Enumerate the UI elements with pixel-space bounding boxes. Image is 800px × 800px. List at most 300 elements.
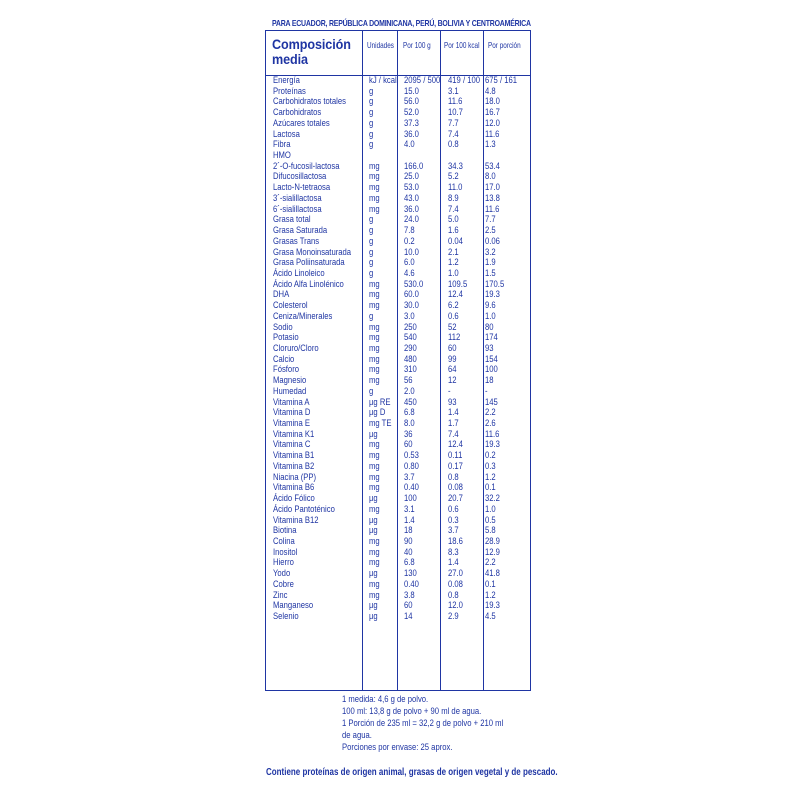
nutrient-unit: g	[369, 225, 374, 237]
nutrient-unit: mg	[369, 289, 380, 301]
value-per-portion: 11.6	[485, 428, 500, 440]
table-row	[0, 237, 800, 248]
nutrient-name: Ácido Alfa Linolénico	[273, 278, 344, 290]
value-per-100g: 166.0	[404, 160, 424, 172]
nutrient-unit: mg	[369, 192, 380, 204]
table-row	[0, 119, 800, 130]
nutrient-name: Vitamina B12	[273, 514, 319, 526]
value-per-portion: 3.2	[485, 246, 496, 258]
nutrient-name: Fibra	[273, 139, 291, 151]
value-per-100g: 36.0	[404, 203, 419, 215]
value-per-100kcal: 1.7	[448, 418, 459, 430]
value-per-100kcal: 5.2	[448, 171, 459, 183]
nutrient-unit: g	[369, 117, 374, 129]
nutrient-unit: mg	[369, 535, 380, 547]
nutrient-unit: mg	[369, 439, 380, 451]
value-per-100g: 4.6	[404, 267, 415, 279]
nutrient-unit: µg	[369, 568, 378, 580]
nutrient-name: Cloruro/Cloro	[273, 343, 319, 354]
nutrient-name: Magnesio	[273, 375, 307, 387]
table-row	[0, 344, 800, 355]
value-per-portion: 170.5	[485, 278, 505, 290]
nutrient-name: Carbohidratos totales	[273, 96, 346, 108]
nutrient-name: Vitamina B1	[273, 450, 315, 462]
value-per-100g: 60.0	[404, 289, 419, 301]
nutrient-name: 3´-sialillactosa	[273, 192, 322, 204]
nutrient-unit: mg	[369, 460, 380, 472]
nutrient-name: Hierro	[273, 557, 294, 569]
value-per-portion: 0.2	[485, 450, 496, 462]
table-row	[0, 376, 800, 387]
table-row	[0, 258, 800, 269]
value-per-100g: 2.0	[404, 385, 415, 397]
value-per-100kcal: 1.0	[448, 267, 459, 279]
nutrient-unit: mg	[369, 471, 380, 483]
value-per-100kcal: 11.0	[448, 182, 463, 194]
value-per-100kcal: 112	[448, 332, 461, 344]
table-row	[0, 323, 800, 334]
value-per-100g: 4.0	[404, 139, 415, 151]
value-per-100kcal: 12	[448, 375, 457, 387]
label-heading: PARA ECUADOR, REPÚBLICA DOMINICANA, PERÚ, BOLIVIA Y CENTROAMÉRICA	[272, 18, 531, 28]
nutrient-name: Lactosa	[273, 128, 300, 140]
table-row	[0, 558, 800, 569]
table-row	[0, 516, 800, 527]
nutrient-unit: g	[369, 96, 374, 108]
table-row	[0, 76, 800, 87]
value-per-100kcal: 0.17	[448, 460, 463, 472]
nutrient-unit: mg	[369, 203, 380, 215]
nutrient-unit: mg	[369, 546, 380, 558]
nutrient-name: 2´-O-fucosil-lactosa	[273, 160, 340, 172]
table-row	[0, 526, 800, 537]
value-per-portion: -	[485, 385, 488, 397]
value-per-portion: 80	[485, 321, 494, 333]
footnote-line: Porciones por envase: 25 aprox.	[342, 742, 453, 753]
nutrient-unit: µg	[369, 525, 378, 537]
nutrient-name: Niacina (PP)	[273, 471, 317, 483]
value-per-100g: 15.0	[404, 85, 419, 97]
value-per-100kcal: 0.04	[448, 235, 463, 247]
value-per-portion: 2.6	[485, 418, 496, 430]
value-per-100kcal: 12.4	[448, 289, 463, 301]
value-per-portion: 53.4	[485, 160, 500, 172]
value-per-portion: 4.5	[485, 611, 496, 622]
table-row	[0, 333, 800, 344]
value-per-portion: 2.5	[485, 225, 496, 237]
value-per-100g: 530.0	[404, 278, 424, 290]
value-per-100kcal: 20.7	[448, 493, 463, 505]
value-per-100g: 8.0	[404, 418, 415, 430]
value-per-100g: 90	[404, 535, 413, 547]
value-per-100kcal: 0.3	[448, 514, 459, 526]
nutrient-name: Ácido Pantoténico	[273, 503, 335, 515]
value-per-100g: 540	[404, 332, 417, 344]
nutrient-name: Ácido Linoleico	[273, 267, 325, 279]
value-per-100kcal: 52	[448, 321, 457, 333]
value-per-100g: 2095 / 500	[404, 75, 441, 86]
nutrient-unit: mg	[369, 160, 380, 172]
value-per-100g: 40	[404, 546, 413, 558]
value-per-portion: 675 / 161	[485, 75, 518, 86]
value-per-100g: 56	[404, 375, 413, 387]
nutrient-unit: g	[369, 257, 374, 269]
nutrient-name: Carbohidratos	[273, 107, 322, 119]
value-per-100kcal: 1.6	[448, 225, 459, 237]
value-per-100kcal: 18.6	[448, 535, 463, 547]
value-per-100kcal: 8.3	[448, 546, 459, 558]
nutrient-name: Cobre	[273, 578, 294, 590]
nutrient-unit: µg	[369, 611, 378, 622]
nutrient-unit: g	[369, 107, 374, 119]
nutrient-name: Grasa Monoinsaturada	[273, 246, 352, 258]
value-per-100kcal: 3.7	[448, 525, 459, 537]
nutrient-unit: g	[369, 385, 374, 397]
table-row	[0, 97, 800, 108]
value-per-100kcal: 8.9	[448, 192, 459, 204]
value-per-portion: 1.3	[485, 139, 496, 151]
nutrient-name: Grasas Trans	[273, 235, 320, 247]
value-per-portion: 174	[485, 332, 498, 344]
column-header-units: Unidades	[367, 41, 394, 50]
nutrient-name: Vitamina A	[273, 396, 310, 408]
nutrient-unit: g	[369, 267, 374, 279]
table-title-line1: Composición	[272, 36, 351, 52]
table-row	[0, 505, 800, 516]
value-per-100kcal: 10.7	[448, 107, 463, 119]
value-per-100g: 3.1	[404, 503, 415, 515]
nutrient-name: Energía	[273, 75, 300, 86]
nutrient-name: Inositol	[273, 546, 298, 558]
table-row	[0, 601, 800, 612]
value-per-100kcal: 12.4	[448, 439, 463, 451]
nutrient-name: Grasa Poliinsaturada	[273, 257, 345, 269]
value-per-100kcal: 0.6	[448, 310, 459, 322]
nutrient-name: Potasio	[273, 332, 299, 344]
table-row	[0, 440, 800, 451]
table-row	[0, 548, 800, 559]
nutrient-unit: g	[369, 310, 374, 322]
nutrient-name: Lacto-N-tetraosa	[273, 182, 331, 194]
value-per-100g: 52.0	[404, 107, 419, 119]
value-per-portion: 2.2	[485, 407, 496, 419]
table-row	[0, 183, 800, 194]
nutrient-unit: µg D	[369, 407, 386, 419]
value-per-100g: 30.0	[404, 300, 419, 312]
table-row	[0, 205, 800, 216]
value-per-portion: 1.5	[485, 267, 496, 279]
value-per-100g: 10.0	[404, 246, 419, 258]
value-per-portion: 0.06	[485, 235, 500, 247]
nutrient-unit: mg	[369, 182, 380, 194]
value-per-100g: 7.8	[404, 225, 415, 237]
nutrient-name: HMO	[273, 150, 291, 162]
value-per-100kcal: 7.4	[448, 128, 459, 140]
value-per-100g: 56.0	[404, 96, 419, 108]
nutrient-unit: µg RE	[369, 396, 391, 408]
nutrient-unit: g	[369, 139, 374, 151]
table-row	[0, 194, 800, 205]
value-per-100g: 36	[404, 428, 413, 440]
value-per-100g: 3.7	[404, 471, 415, 483]
value-per-100g: 18	[404, 525, 413, 537]
table-row	[0, 226, 800, 237]
nutrient-name: Yodo	[273, 568, 291, 580]
nutrient-unit: µg	[369, 600, 378, 612]
value-per-100g: 0.40	[404, 578, 419, 590]
value-per-portion: 19.3	[485, 439, 500, 451]
footnote-line: de agua.	[342, 730, 372, 741]
value-per-100kcal: 0.8	[448, 471, 459, 483]
value-per-100g: 100	[404, 493, 417, 505]
value-per-100g: 43.0	[404, 192, 419, 204]
value-per-100kcal: 0.11	[448, 450, 463, 462]
nutrient-name: Biotina	[273, 525, 297, 537]
nutrient-unit: g	[369, 85, 374, 97]
nutrient-unit: mg	[369, 353, 380, 365]
table-row	[0, 591, 800, 602]
value-per-portion: 2.2	[485, 557, 496, 569]
nutrient-name: 6´-sialillactosa	[273, 203, 322, 215]
nutrient-name: Difucosillactosa	[273, 171, 327, 183]
value-per-100kcal: 93	[448, 396, 457, 408]
nutrient-name: Manganeso	[273, 600, 314, 612]
nutrient-name: Humedad	[273, 385, 307, 397]
allergen-note: Contiene proteínas de origen animal, grasas de origen vegetal y de pescado.	[266, 767, 558, 778]
value-per-100kcal: 0.08	[448, 578, 463, 590]
value-per-portion: 19.3	[485, 600, 500, 612]
nutrient-unit: mg	[369, 557, 380, 569]
value-per-100g: 250	[404, 321, 417, 333]
table-row	[0, 355, 800, 366]
table-row	[0, 365, 800, 376]
value-per-100kcal: 7.7	[448, 117, 459, 129]
nutrient-unit: mg	[369, 589, 380, 601]
table-row	[0, 451, 800, 462]
value-per-100kcal: 7.4	[448, 428, 459, 440]
nutrient-name: Grasa Saturada	[273, 225, 328, 237]
value-per-100g: 480	[404, 353, 417, 365]
value-per-100g: 3.8	[404, 589, 415, 601]
value-per-portion: 145	[485, 396, 498, 408]
value-per-100g: 3.0	[404, 310, 415, 322]
value-per-portion: 4.8	[485, 85, 496, 97]
table-row	[0, 612, 800, 623]
value-per-portion: 12.0	[485, 117, 500, 129]
nutrient-name: Ácido Fólico	[273, 493, 315, 505]
nutrient-name: Vitamina B2	[273, 460, 315, 472]
nutrient-name: Zinc	[273, 589, 288, 601]
value-per-portion: 100	[485, 364, 498, 376]
value-per-portion: 17.0	[485, 182, 500, 194]
value-per-100g: 6.8	[404, 557, 415, 569]
value-per-100g: 36.0	[404, 128, 419, 140]
value-per-portion: 19.3	[485, 289, 500, 301]
value-per-100kcal: 6.2	[448, 300, 459, 312]
nutrient-name: Colina	[273, 535, 295, 547]
value-per-portion: 11.6	[485, 203, 500, 215]
table-row	[0, 151, 800, 162]
nutrient-unit: mg	[369, 503, 380, 515]
value-per-100kcal: 1.2	[448, 257, 459, 269]
nutrient-unit: mg TE	[369, 418, 392, 430]
nutrient-unit: mg	[369, 343, 380, 354]
value-per-100g: 0.53	[404, 450, 419, 462]
footnote-line: 100 ml: 13,8 g de polvo + 90 ml de agua.	[342, 706, 482, 717]
value-per-portion: 8.0	[485, 171, 496, 183]
nutrient-name: Azúcares totales	[273, 117, 330, 129]
nutrient-unit: mg	[369, 482, 380, 494]
table-row	[0, 580, 800, 591]
value-per-portion: 5.8	[485, 525, 496, 537]
value-per-100g: 450	[404, 396, 417, 408]
value-per-100kcal: -	[448, 385, 451, 397]
nutrient-unit: mg	[369, 578, 380, 590]
nutrient-unit: mg	[369, 332, 380, 344]
value-per-100g: 290	[404, 343, 417, 354]
value-per-portion: 41.8	[485, 568, 500, 580]
table-title	[272, 37, 351, 67]
nutrient-name: Vitamina B6	[273, 482, 315, 494]
value-per-portion: 18	[485, 375, 494, 387]
value-per-100g: 130	[404, 568, 417, 580]
table-row	[0, 87, 800, 98]
value-per-portion: 13.8	[485, 192, 500, 204]
table-row	[0, 280, 800, 291]
nutrient-name: Calcio	[273, 353, 295, 365]
value-per-100kcal: 2.1	[448, 246, 459, 258]
table-row	[0, 248, 800, 259]
value-per-100g: 24.0	[404, 214, 419, 226]
nutrient-name: Colesterol	[273, 300, 308, 312]
value-per-100g: 37.3	[404, 117, 419, 129]
value-per-portion: 32.2	[485, 493, 500, 505]
nutrient-unit: µg	[369, 514, 378, 526]
table-title-line2: media	[272, 51, 308, 67]
value-per-portion: 0.1	[485, 578, 496, 590]
value-per-portion: 0.3	[485, 460, 496, 472]
value-per-100g: 25.0	[404, 171, 419, 183]
value-per-portion: 1.0	[485, 503, 496, 515]
nutrient-unit: g	[369, 214, 374, 226]
column-header-100kcal: Por 100 kcal	[444, 41, 480, 50]
nutrient-unit: mg	[369, 278, 380, 290]
value-per-100kcal: 419 / 100	[448, 75, 481, 86]
table-row	[0, 408, 800, 419]
nutrient-unit: µg	[369, 493, 378, 505]
value-per-100g: 310	[404, 364, 417, 376]
nutrient-unit: µg	[369, 428, 378, 440]
value-per-100kcal: 0.8	[448, 589, 459, 601]
value-per-100kcal: 0.6	[448, 503, 459, 515]
nutrient-name: Vitamina K1	[273, 428, 315, 440]
value-per-portion: 28.9	[485, 535, 500, 547]
nutrient-name: Ceniza/Minerales	[273, 310, 333, 322]
value-per-100g: 0.40	[404, 482, 419, 494]
value-per-100kcal: 1.4	[448, 557, 459, 569]
value-per-100g: 0.80	[404, 460, 419, 472]
table-row	[0, 569, 800, 580]
table-row	[0, 537, 800, 548]
nutrient-unit: g	[369, 246, 374, 258]
value-per-100g: 60	[404, 439, 413, 451]
value-per-100kcal: 12.0	[448, 600, 463, 612]
value-per-portion: 1.2	[485, 471, 496, 483]
value-per-portion: 16.7	[485, 107, 500, 119]
value-per-100kcal: 0.08	[448, 482, 463, 494]
value-per-100kcal: 3.1	[448, 85, 459, 97]
nutrient-unit: kJ / kcal	[369, 75, 397, 86]
nutrient-name: Grasa total	[273, 214, 311, 226]
value-per-100kcal: 1.4	[448, 407, 459, 419]
table-row	[0, 398, 800, 409]
nutrient-name: DHA	[273, 289, 290, 301]
table-row	[0, 108, 800, 119]
value-per-100kcal: 64	[448, 364, 457, 376]
value-per-portion: 11.6	[485, 128, 500, 140]
table-row	[0, 419, 800, 430]
value-per-100g: 0.2	[404, 235, 415, 247]
nutrient-name: Vitamina C	[273, 439, 311, 451]
value-per-portion: 154	[485, 353, 498, 365]
table-row	[0, 483, 800, 494]
table-row	[0, 162, 800, 173]
value-per-portion: 9.6	[485, 300, 496, 312]
value-per-100g: 53.0	[404, 182, 419, 194]
nutrient-name: Proteínas	[273, 85, 306, 97]
nutrient-unit: g	[369, 235, 374, 247]
value-per-100kcal: 0.8	[448, 139, 459, 151]
value-per-portion: 1.0	[485, 310, 496, 322]
nutrient-unit: mg	[369, 171, 380, 183]
table-row	[0, 215, 800, 226]
column-header-100g: Por 100 g	[403, 41, 431, 50]
nutrient-name: Sodio	[273, 321, 293, 333]
table-row	[0, 494, 800, 505]
value-per-portion: 12.9	[485, 546, 500, 558]
table-row	[0, 387, 800, 398]
table-row	[0, 269, 800, 280]
nutrient-unit: mg	[369, 375, 380, 387]
value-per-portion: 93	[485, 343, 494, 354]
value-per-100g: 6.0	[404, 257, 415, 269]
nutrient-name: Vitamina D	[273, 407, 311, 419]
nutrient-unit: mg	[369, 321, 380, 333]
nutrient-name: Vitamina E	[273, 418, 310, 430]
table-row	[0, 301, 800, 312]
table-row	[0, 290, 800, 301]
value-per-100kcal: 109.5	[448, 278, 468, 290]
table-row	[0, 130, 800, 141]
value-per-100g: 60	[404, 600, 413, 612]
nutrient-unit: mg	[369, 364, 380, 376]
value-per-100kcal: 60	[448, 343, 457, 354]
value-per-100kcal: 5.0	[448, 214, 459, 226]
value-per-portion: 0.1	[485, 482, 496, 494]
table-row	[0, 462, 800, 473]
value-per-100kcal: 34.3	[448, 160, 463, 172]
value-per-portion: 18.0	[485, 96, 500, 108]
value-per-100kcal: 11.6	[448, 96, 463, 108]
nutrient-unit: mg	[369, 300, 380, 312]
table-row	[0, 430, 800, 441]
value-per-portion: 0.5	[485, 514, 496, 526]
value-per-100g: 6.8	[404, 407, 415, 419]
value-per-100kcal: 2.9	[448, 611, 459, 622]
table-row	[0, 312, 800, 323]
table-row	[0, 172, 800, 183]
table-row	[0, 140, 800, 151]
